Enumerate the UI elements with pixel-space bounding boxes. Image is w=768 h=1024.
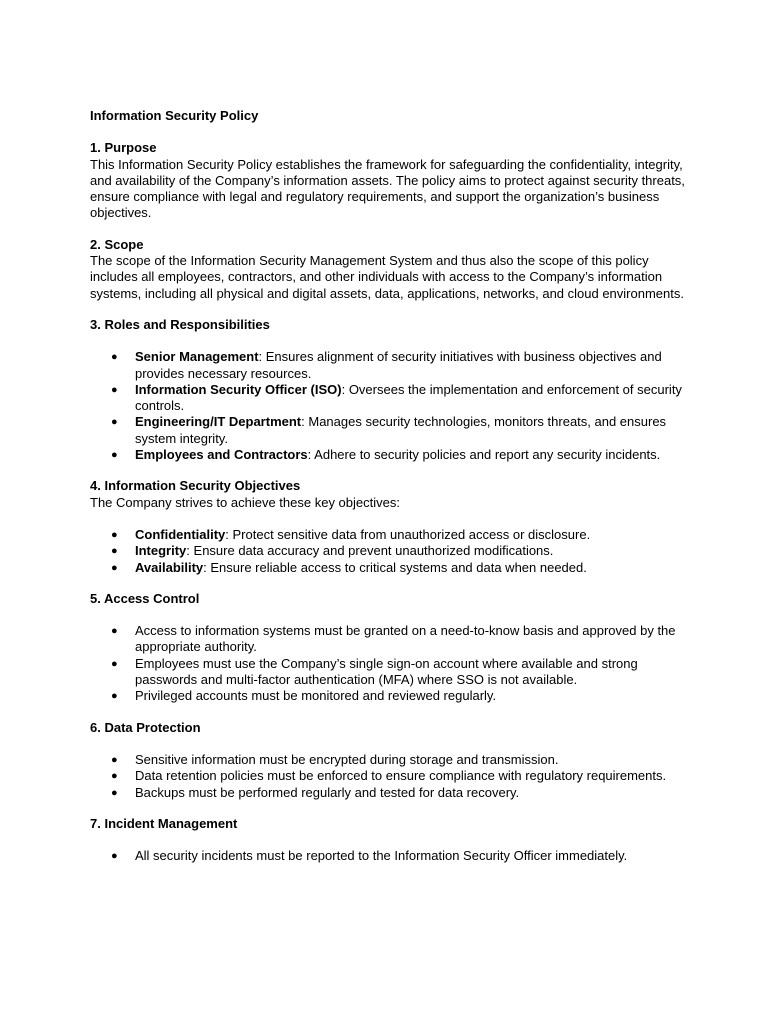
bullet-list <box>90 623 690 704</box>
item-text: : Oversees the implementation and enforcement of security controls. <box>135 381 682 414</box>
section-paragraph: This Information Security Policy establishes the framework for safeguarding the confidentiality, integrity, and availability of the Company’s information assets. The policy aims to protect against security threats, ensure compliance with legal and regulatory requirements, and support the organization’s business objectives. <box>90 156 685 221</box>
section-heading: 7. Incident Management <box>90 815 238 831</box>
item-text: Employees must use the Company’s single sign-on account where available and strong passwords and multi-factor authentication (MFA) where SSO is not available. <box>135 655 638 688</box>
list-item <box>90 527 690 543</box>
item-term: Confidentiality <box>135 526 226 542</box>
item-text: : Adhere to security policies and report any security incidents. <box>307 447 661 463</box>
section-scope <box>90 237 690 302</box>
bullet-icon: ● <box>111 545 118 558</box>
item-text: : Protect sensitive data from unauthorized access or disclosure. <box>225 526 591 542</box>
item-term: Information Security Officer (ISO) <box>135 381 342 397</box>
bullet-icon: ● <box>111 528 118 541</box>
item-text: Privileged accounts must be monitored and reviewed regularly. <box>135 688 497 704</box>
list-item <box>90 848 690 864</box>
list-item <box>90 382 690 415</box>
item-text: Data retention policies must be enforced to ensure compliance with regulatory requirements. <box>135 768 667 784</box>
bullet-icon: ● <box>111 449 118 462</box>
item-text: : Ensure reliable access to critical systems and data when needed. <box>203 559 587 575</box>
item-text: : Ensures alignment of security initiatives with business objectives and provides necessary resources. <box>135 349 662 381</box>
document-page <box>90 108 690 879</box>
section-heading: 2. Scope <box>90 236 144 252</box>
item-term: Integrity <box>135 543 187 559</box>
bullet-list <box>90 848 690 864</box>
bullet-list <box>90 527 690 576</box>
bullet-icon: ● <box>111 690 118 703</box>
section-data-protection <box>90 720 690 801</box>
item-text: : Ensure data accuracy and prevent unauthorized modifications. <box>186 543 554 559</box>
list-item <box>90 560 690 576</box>
bullet-icon: ● <box>111 625 118 638</box>
bullet-icon: ● <box>111 786 118 799</box>
item-term: Senior Management <box>135 349 259 365</box>
list-item <box>90 414 690 447</box>
list-item <box>90 752 690 768</box>
bullet-icon: ● <box>111 753 118 766</box>
section-paragraph: The scope of the Information Security Management System and thus also the scope of this policy includes all employees, contractors, and other individuals with access to the Company’s information systems, including all physical and digital assets, data, applications, networks, and cloud environments. <box>90 253 684 301</box>
list-item <box>90 768 690 784</box>
item-text: Access to information systems must be granted on a need-to-know basis and approved by the appropriate authority. <box>135 623 676 655</box>
bullet-icon: ● <box>111 383 118 396</box>
item-text: Backups must be performed regularly and tested for data recovery. <box>135 784 520 800</box>
bullet-icon: ● <box>111 416 118 429</box>
section-heading: 1. Purpose <box>90 140 157 156</box>
bullet-list <box>90 752 690 801</box>
list-item <box>90 543 690 559</box>
section-heading: 3. Roles and Responsibilities <box>90 316 270 332</box>
bullet-list <box>90 349 690 463</box>
item-term: Employees and Contractors <box>135 447 308 463</box>
section-incident-management <box>90 816 690 865</box>
section-roles <box>90 317 690 463</box>
section-access-control <box>90 591 690 705</box>
bullet-icon: ● <box>111 770 118 783</box>
bullet-icon: ● <box>111 657 118 670</box>
document-title: Information Security Policy <box>90 108 259 123</box>
item-text: : Manages security technologies, monitors threats, and ensures system integrity. <box>135 414 667 446</box>
section-heading: 6. Data Protection <box>90 719 201 735</box>
bullet-icon: ● <box>111 351 118 364</box>
list-item <box>90 623 690 656</box>
section-heading: 4. Information Security Objectives <box>90 478 301 494</box>
section-heading: 5. Access Control <box>90 590 200 606</box>
bullet-icon: ● <box>111 850 118 863</box>
list-item <box>90 785 690 801</box>
list-item <box>90 656 690 689</box>
section-purpose <box>90 140 690 221</box>
item-term: Engineering/IT Department <box>135 414 302 430</box>
list-item <box>90 349 690 382</box>
item-text: All security incidents must be reported to the Information Security Officer immediately. <box>135 848 628 864</box>
item-text: Sensitive information must be encrypted during storage and transmission. <box>135 751 559 767</box>
list-item <box>90 688 690 704</box>
bullet-icon: ● <box>111 561 118 574</box>
list-item <box>90 447 690 463</box>
section-objectives <box>90 478 690 575</box>
section-paragraph: The Company strives to achieve these key objectives: <box>90 494 400 510</box>
item-term: Availability <box>135 559 204 575</box>
